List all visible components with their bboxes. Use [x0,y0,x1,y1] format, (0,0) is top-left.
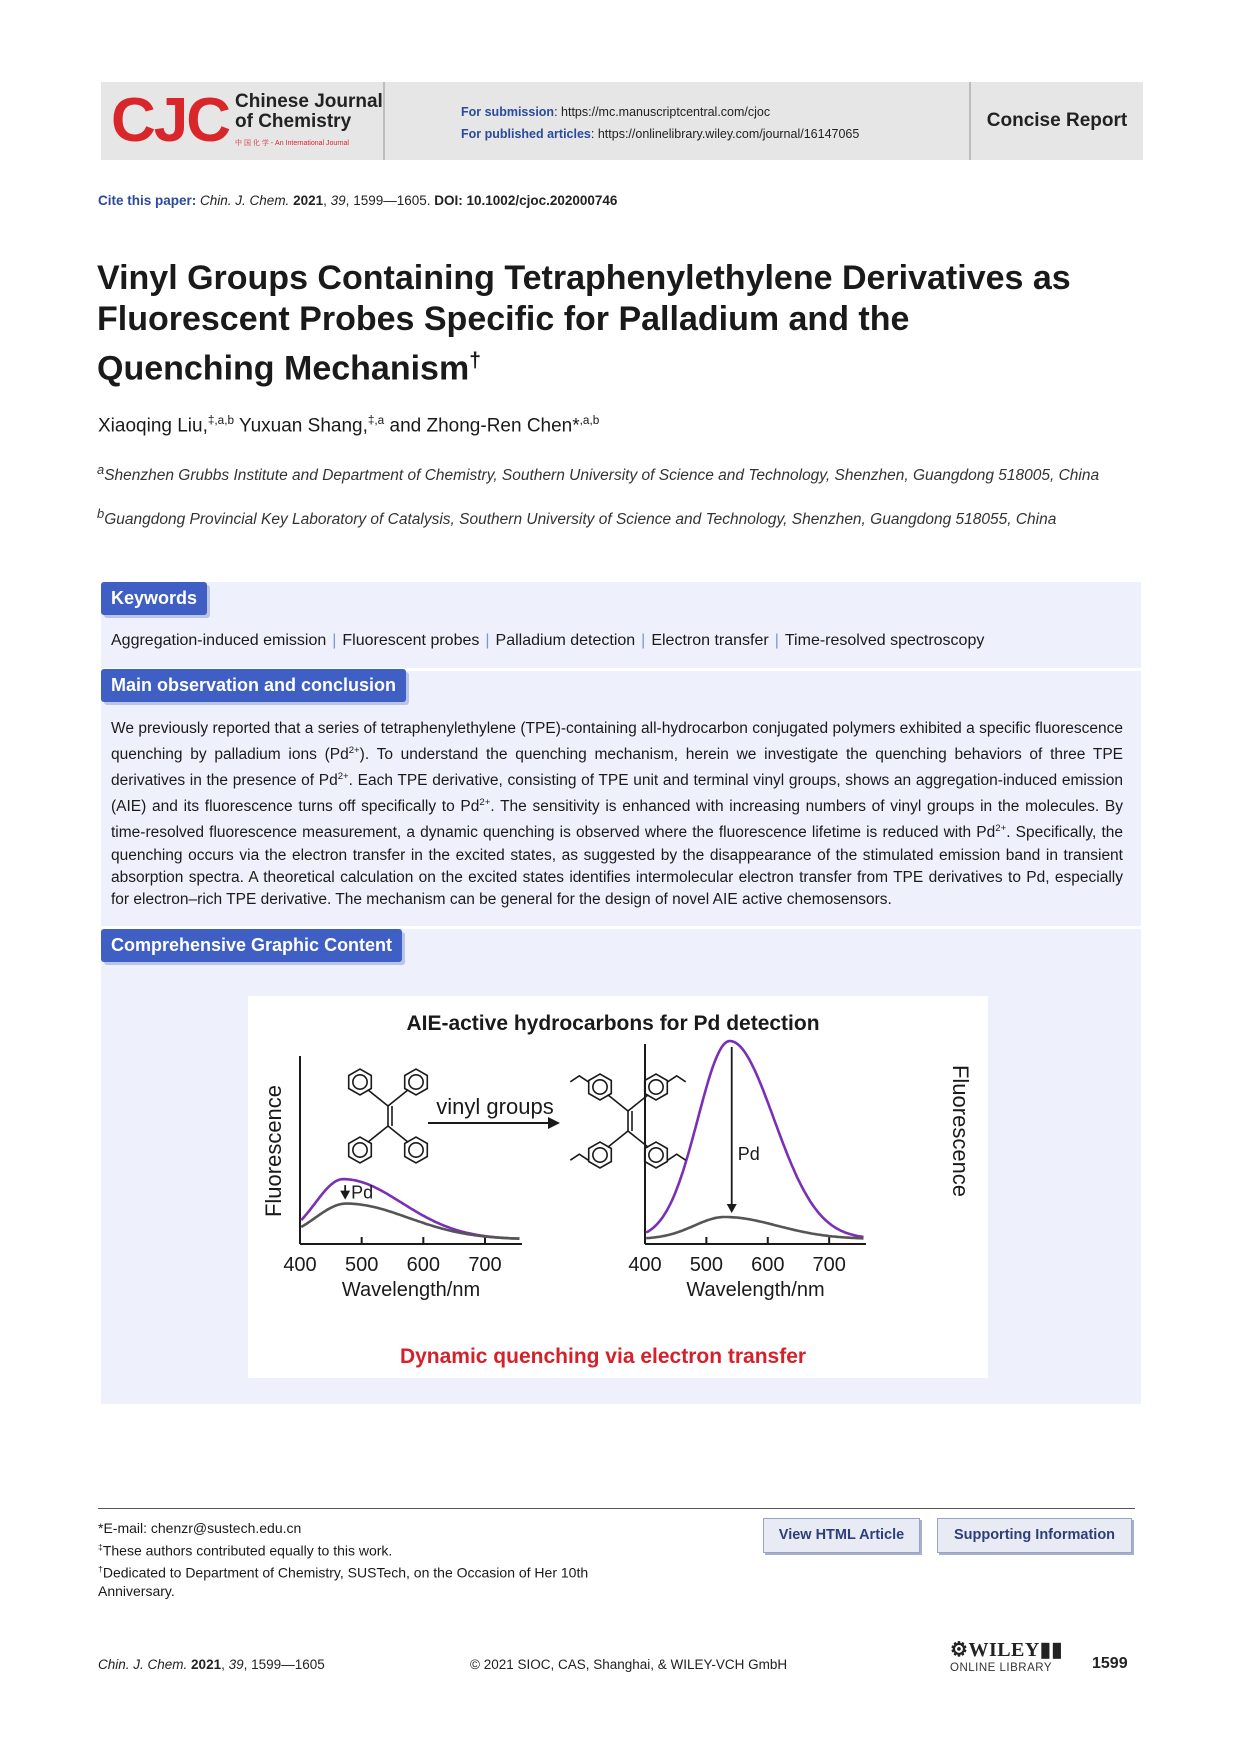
dedication-note: Dedicated to Department of Chemistry, SUSTech, on the Occasion of Her 10th Anniversary. [98,1564,589,1599]
right-spectrum-chart [628,1041,866,1301]
right-y-axis-label: Fluorescence [948,1064,973,1198]
author-affil-mark: ‡,a [367,414,385,427]
keyword-separator: | [332,632,337,649]
keyword-item: Aggregation-induced emission [111,632,327,649]
footnotes [98,1519,658,1600]
keywords-heading: Keywords [101,582,207,615]
phenyl-ring-ring [409,1075,423,1089]
superscript-charge: 2+ [348,745,360,756]
author-name: and Zhong-Ren Chen* [384,415,580,437]
spectrum-line [301,1179,519,1239]
footer-year: 2021 [191,1657,222,1672]
vinyl-group [570,1076,588,1082]
affiliation-mark: b [97,506,105,521]
cite-pages: 1599—1605. [353,193,431,208]
header-divider [383,82,385,160]
footnote-rule [98,1508,1135,1509]
header-links: For submission: https://mc.manuscriptcentral.com/cjoc For published articles: https://onlinelibrary.wiley.com/journal/16147065 [461,105,860,141]
arrow-label: vinyl groups [436,1094,554,1119]
submission-link[interactable]: https://mc.manuscriptcentral.com/cjoc [561,105,771,119]
phenyl-bond [608,1131,628,1147]
title-line: Quenching Mechanism [97,349,470,388]
x-axis-label: Wavelength/nm [341,1279,481,1301]
vinyl-group [570,1154,588,1160]
footer-citation: Chin. J. Chem. 2021, 39, 1599—1605 [98,1657,325,1672]
wiley-word: WILEY [968,1639,1040,1661]
page-number: 1599 [1092,1655,1128,1672]
phenyl-bond [368,1126,388,1142]
article-title [97,258,1157,389]
keyword-item: Palladium detection [495,632,636,649]
vinyl-group [668,1154,686,1160]
keyword-item: Time-resolved spectroscopy [784,632,985,649]
superscript-charge: 2+ [995,823,1007,835]
author-name: Xiaoqing Liu, [98,415,208,437]
affiliation-text: Guangdong Provincial Key Laboratory of Catalysis, Southern University of Science and Technology, Shenzhen, Guangdong 518055, China [104,511,1057,529]
wiley-subtitle: ONLINE LIBRARY [950,1662,1053,1674]
author-affil-mark: ,a,b [579,414,600,427]
tpe-molecule-icon [349,1069,428,1163]
logo-cjc-text: CJC [111,86,230,155]
quench-label: Pd [737,1144,760,1164]
quench-arrowhead [340,1191,350,1200]
title-mark: † [469,349,481,372]
abstract-part: . Each TPE derivative, consisting of TPE unit and terminal vinyl groups, shows an aggregation-induced emission (AIE) and its fluorescence turns off specifically to Pd [111,772,1123,816]
email-note: *E-mail: chenzr@sustech.edu.cn [98,1520,302,1536]
x-tick-label: 700 [812,1254,846,1276]
equal-mark: ‡ [98,1541,103,1552]
keyword-separator: | [641,632,646,649]
quench-arrowhead [727,1204,737,1213]
wiley-logo[interactable] [950,1637,1063,1674]
abstract-part: We previously reported that a series of tetraphenylethylene (TPE)-containing all-hydrocarbon conjugated polymers exhibited a specific fluorescence quenching by palladium ions (Pd [111,720,1123,764]
wiley-mark-icon: ⚙ [950,1639,969,1661]
x-tick-label: 500 [344,1254,379,1276]
phenyl-ring-ring [593,1148,607,1162]
keyword-item: Fluorescent probes [342,632,480,649]
cite-year: 2021 [293,193,324,208]
title-line: Fluorescent Probes Specific for Palladium and the [97,300,910,338]
view-html-button[interactable]: View HTML Article [763,1518,920,1553]
vinyl-group [668,1076,686,1082]
affiliation-a [97,459,1147,487]
phenyl-bond [608,1095,628,1111]
quench-label: Pd [351,1182,374,1203]
published-link[interactable]: https://onlinelibrary.wiley.com/journal/16147065 [597,127,860,141]
cite-line: Cite this paper: Chin. J. Chem. 2021, 39, 1599—1605. DOI: 10.1002/cjoc.202000746 [98,193,618,208]
main-observation-heading: Main observation and conclusion [101,669,406,702]
x-tick-label: 600 [406,1254,441,1276]
abstract-part: . Specifically, the quenching occurs via the electron transfer in the excited states, as suggested by the disappearance of the stimulated emission band in transient absorption spectra. A theoretical calculation on the excited states identifies intermolecular electron transfer from TPE derivatives to Pd, especially for electron–rich TPE derivative. The mechanism can be general for the design of novel AIE active chemosensors. [111,824,1124,908]
phenyl-bond [388,1090,408,1106]
cite-label: Cite this paper: [98,193,197,208]
phenyl-bond [388,1126,408,1142]
graphic-title: AIE-active hydrocarbons for Pd detection [406,1012,820,1035]
footer-volume: 39 [228,1657,244,1672]
x-tick-label: 600 [751,1254,785,1276]
published-label: For published articles [461,127,591,141]
graphic-heading: Comprehensive Graphic Content [101,929,402,962]
graphic-svg [248,996,988,1378]
keyword-separator: | [774,632,779,649]
phenyl-ring-ring [353,1143,367,1157]
phenyl-ring-ring [353,1075,367,1089]
title-line: Vinyl Groups Containing Tetraphenylethylene Derivatives as [97,259,1071,297]
abstract-text [111,718,1123,911]
x-tick-label: 400 [628,1254,662,1276]
left-y-axis-label: Fluorescence [261,1084,286,1218]
journal-logo[interactable] [101,82,383,160]
affiliation-b [97,503,1147,531]
dedication-mark: † [98,1563,103,1574]
phenyl-ring-ring [409,1143,423,1157]
abstract-part: ). To understand the quenching mechanism, herein we investigate the quenching behaviors of three TPE derivatives in the presence of Pd [111,746,1124,790]
phenyl-ring-ring [649,1080,663,1094]
x-tick-label: 500 [689,1254,724,1276]
journal-header [101,82,1143,160]
affiliation-text: Shenzhen Grubbs Institute and Department of Chemistry, Southern University of Science and Technology, Shenzhen, Guangdong 518005, China [104,467,1100,485]
keyword-separator: | [485,632,490,649]
x-tick-label: 400 [283,1254,317,1276]
affiliation-mark: a [97,462,105,477]
phenyl-ring-ring [649,1148,663,1162]
footer-journal: Chin. J. Chem. [98,1657,188,1672]
cite-doi[interactable]: DOI: 10.1002/cjoc.202000746 [434,193,618,208]
abstract-part: . The sensitivity is enhanced with increasing numbers of vinyl groups in the molecules. By time-resolved fluorescence measurement, a dynamic quenching is observed where the fluorescence lifetime is reduced with Pd [111,798,1123,842]
x-tick-label: 700 [468,1254,502,1276]
journal-name-line2: of Chemistry [235,111,352,132]
equal-contribution-note: These authors contributed equally to this work. [102,1542,393,1559]
vinyl-tpe-molecule-icon [570,1074,685,1168]
author-list [98,414,599,437]
left-spectrum-chart [283,1056,522,1301]
phenyl-ring-ring [593,1080,607,1094]
author-affil-mark: ‡,a,b [207,414,235,427]
phenyl-bond [368,1090,388,1106]
superscript-charge: 2+ [337,771,349,783]
journal-subtitle: 中 国 化 学 - An International Journal [235,140,349,147]
spectrum-line [646,1041,863,1237]
x-axis-label: Wavelength/nm [686,1279,825,1301]
graphic-bottom-text: Dynamic quenching via electron transfer [399,1345,807,1368]
cite-volume: 39 [330,193,346,208]
cite-journal: Chin. J. Chem. [200,193,290,208]
supporting-info-button[interactable]: Supporting Information [937,1518,1132,1553]
author-name: Yuxuan Shang, [234,415,368,437]
submission-label: For submission [461,105,555,119]
keyword-item: Electron transfer [651,632,769,649]
footer-copyright: © 2021 SIOC, CAS, Shanghai, & WILEY-VCH GmbH [470,1657,788,1672]
article-type: Concise Report [986,110,1128,131]
keyword-list [111,632,984,650]
wiley-books-icon: ▮▮ [1039,1639,1063,1661]
footer-pages: 1599—1605 [251,1657,325,1672]
superscript-charge: 2+ [479,797,491,809]
spectrum-line [646,1217,863,1238]
graphical-abstract [248,996,988,1378]
journal-name-line1: Chinese Journal [235,91,383,112]
